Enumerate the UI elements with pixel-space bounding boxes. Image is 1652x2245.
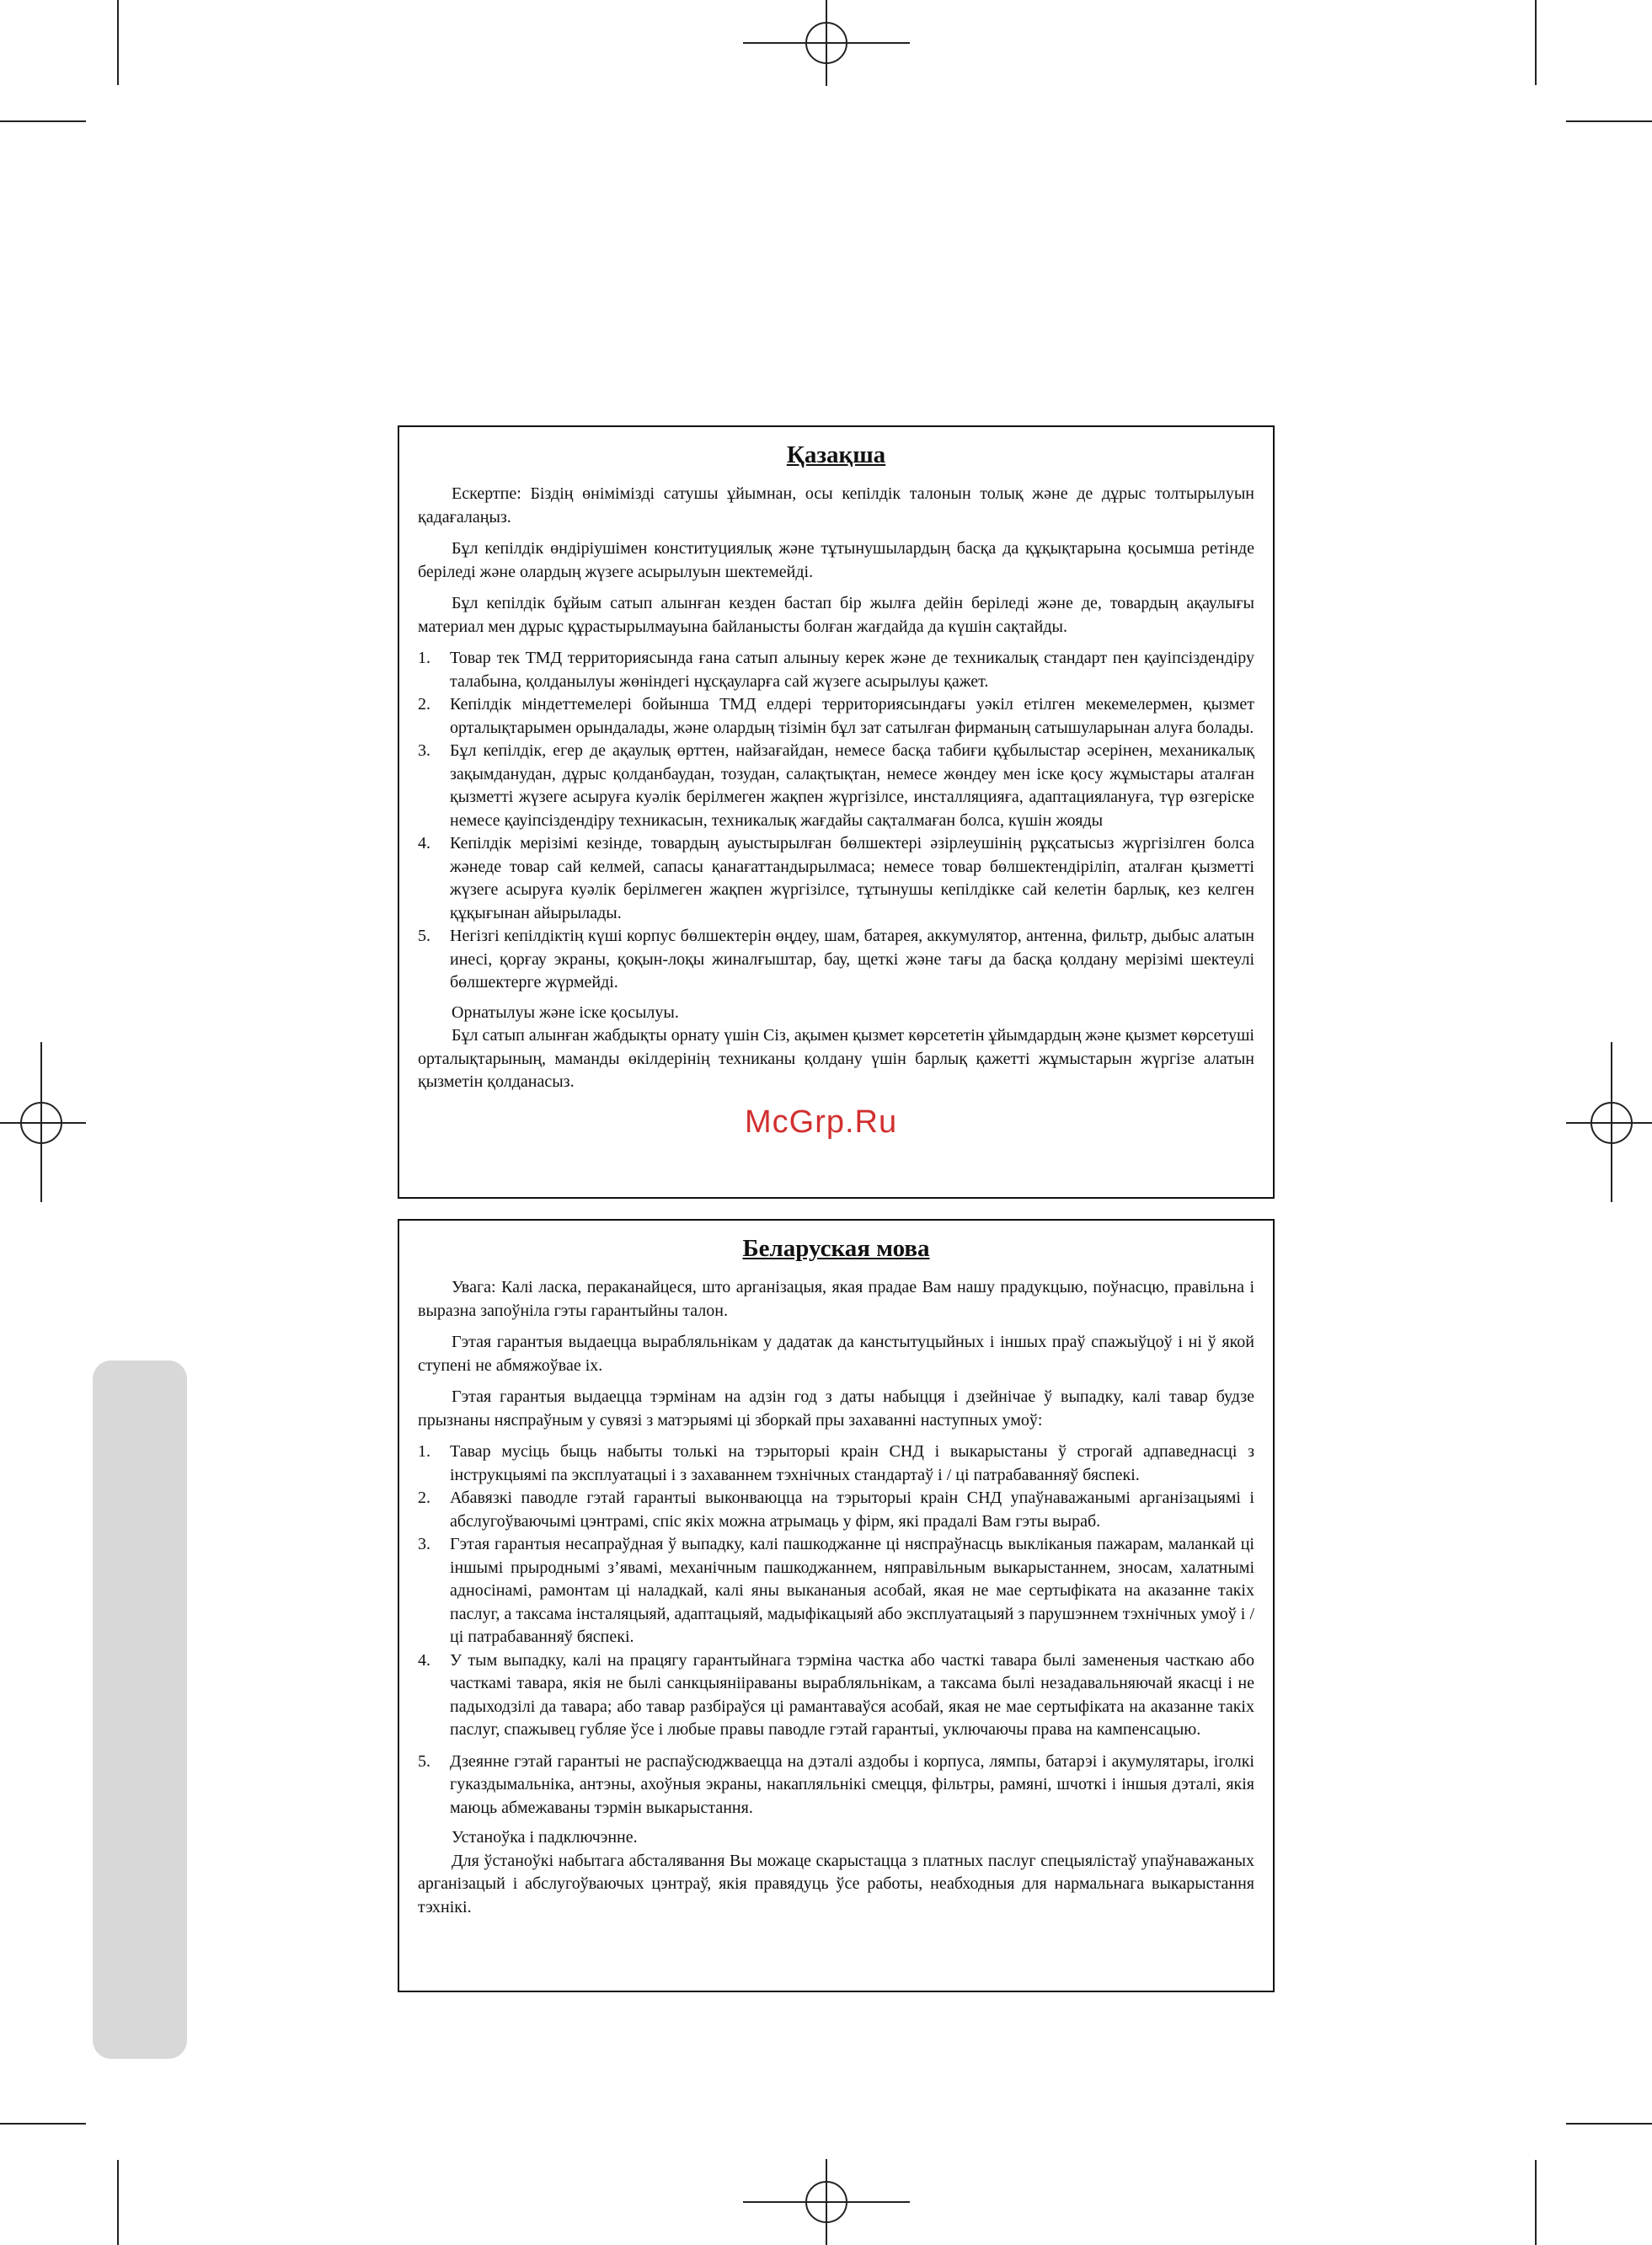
list-number: 3. [418,741,430,760]
list-number: 1. [418,1442,430,1461]
crop-mark [1535,0,1537,85]
list-text: У тым выпадку, калі на працягу гарантыйнага тэрміна частка або часткі тавара былі замененыя часткаю або часткамі тавара, якія не былі санкцыянііраваны вырабляльнікам, а таксама былі незадавальняючай якасці і не падыходзілі да тавара; або тавар разбіраўся ці рамантаваўся асобай, якая не мае сертыфіката на аказанне такіх паслуг, спажывец губляе ўсе і любые правы паводле гэтай гарантыі, уключаючы права на кампенсацыю. [450,1650,1254,1739]
list-text: Кепілдік міндеттемелері бойынша ТМД елдері территориясындағы уәкіл етілген мекемелермен, қызмет орталықтарымен орындалады, және олардың тізімін бұл зат сатылған фирманың сатышуларынан алуға болады. [450,695,1254,737]
list-item [418,647,1254,693]
section-title: Қазақша [786,441,886,468]
list-text: Негізгі кепілдіктің күші корпус бөлшектерін өңдеу, шам, батарея, аккумулятор, антенна, фильтр, дыбыс алатын инесі, қорғау экраны, қоқын-лоқы жиналғыштар, бау, щеткі және тағы да басқа қолдану мерізімі шектеулі бөлшектерге жүрмейді. [450,927,1254,992]
registration-mark-bottom [743,2159,910,2245]
list-item [418,1487,1254,1533]
registration-mark-left [0,1042,86,1202]
list-text: Бұл кепілдік, егер де ақаулық өрттен, найзағайдан, немесе басқа табиғи құбылыстар әсерінен, механикалық зақымданудан, дұрыс қолданбаудан, тозудан, салақтықтан, немесе жөндеу мен іске қосу жұмыстары аталған қызметті жүзеге асыруға куәлік берілмеген жақпен жүргізілсе, инсталляцияға, адаптациялануға, түр өзгеріске немесе қауіпсіздендіру техникасын, техникалық жағдайы сақталмаған болса, күшін жояды [450,741,1254,830]
side-tab [93,1360,187,2059]
conditions-list [418,1441,1254,1820]
crop-mark [1566,2123,1652,2125]
registration-mark-right [1566,1042,1652,1202]
crop-mark [117,2160,119,2245]
crop-mark [0,120,86,122]
list-number: 5. [418,927,430,945]
list-item [418,1649,1254,1742]
list-item [418,693,1254,740]
section-title: Беларуская мова [742,1235,930,1262]
crop-mark [0,2123,86,2125]
watermark: McGrp.Ru [745,1104,898,1140]
list-item [418,1533,1254,1649]
list-number: 4. [418,1650,430,1670]
list-item [418,1441,1254,1487]
list-text: Тавар мусіць быць набыты толькі на тэрыторыі краін СНД і выкарыстаны ў строгай адпаведнасці з інструкцыямі па эксплуатацыі і з захаваннем тэхнічных стандартаў і / ці патрабаванняў бяспекі. [450,1442,1254,1484]
crop-mark [1535,2160,1537,2245]
list-text: Абавязкі паводле гэтай гарантыі выконваюцца на тэрыторыі краін СНД упаўнаважанымі арганізацыямі і абслугоўваючымі цэнтрамі, спіс якіх можна атрымаць у фірм, які прадалі Вам гэты выраб. [450,1489,1254,1531]
list-item [418,1751,1254,1820]
list-text: Дзеянне гэтай гарантыі не распаўсюджваецца на дэталі аздобы і корпуса, лямпы, батарэі і акумулятары, іголкі гуказдымальніка, антэны, ахоўныя экраны, накапляльнікі смецця, фільтры, рамяні, шчоткі і іншыя дэталі, якія маюць абмежаваны тэрмін выкарыстання. [450,1751,1254,1817]
install-heading: Устаноўка і падключэнне. [452,1828,638,1847]
registration-mark-top [743,0,910,86]
list-text: Товар тек ТМД территориясында ғана сатып алыныу керек және де техникалық стандарт пен қауіпсіздендіру талабына, қолданылуы жөніндегі нұсқауларға сай жүзеге асырылуы қажет. [450,649,1254,691]
install-text: Бұл сатып алынған жабдықты орнату үшін Сіз, ақымен қызмет көрсететін ұйымдардың және қызмет көрсетуші орталықтарының, маманды өкілдерінің техниканы қолдану үшін барлық қажетті жұмыстарын жүргізе алатын қызметін қолданасыз. [418,1026,1254,1091]
paragraph: Гэтая гарантыя выдаецца вырабляльнікам у дадатак да канстытуцыйных і іншых праў спажыўцоў і ні ў якой ступені не абмяжоўвае іх. [418,1333,1254,1375]
list-text: Кепілдік мерізімі кезінде, товардың ауыстырылған бөлшектері әзірлеушінің рұқсатысыз жүргізілген болса жәнеде товар сай келмей, сапасы қанағаттандырылмаса; немесе товар бөлшектендіріліп, аталған қызметті жүзеге асыруға куәлік берілмеген жақпен жүргізілсе, тұтынушы кепілдікке сай келетін барлық, кез келген құқығынан айырылады. [450,834,1254,922]
belarusian-section [398,1219,1275,1992]
install-heading: Орнатылуы және іске қосылуы. [452,1002,679,1022]
list-number: 1. [418,649,430,667]
conditions-list [418,647,1254,995]
paragraph: Гэтая гарантыя выдаецца тэрмінам на адзін год з даты набыцця і дзейнічае ў выпадку, калі тавар будзе прызнаны няспраўным у сувязі з матэрыямі ці зборкай пры захаванні наступных умоў: [418,1387,1254,1430]
list-number: 4. [418,834,430,853]
install-text: Для ўстаноўкі набытага абсталявання Вы можаце скарыстацца з платных паслуг спецыялістаў упаўнаважаных арганізацый і абслугоўваючых цэнтраў, якія правядуць ўсе работы, неабходныя для нармальнага выкарыстання тэхнікі. [418,1851,1254,1916]
list-number: 2. [418,1489,430,1507]
list-number: 2. [418,695,430,714]
list-item [418,832,1254,925]
list-number: 3. [418,1535,430,1553]
paragraph: Бұл кепілдік өндіріушімен конституциялық және тұтынушылардың басқа да құқықтарына қосымша ретінде беріледі және олардың жүзеге асырылуын шектемейді. [418,539,1254,581]
list-text: Гэтая гарантыя несапраўдная ў выпадку, калі пашкоджанне ці няспраўнасць выкліканыя пажарам, маланкай ці іншымі прыроднымі з’явамі, механічным пашкоджаннем, няправільным выкарыстаннем, зносам, халатнымі адносінамі, рамонтам ці наладкай, калі яны выкананыя асобай, якая не мае сертыфіката на аказанне такіх паслуг, а таксама інсталяцыяй, адаптацыяй, мадыфікацыяй або эксплуатацыяй з парушэннем тэхнічных умоў і / ці патрабаванняў бяспекі. [450,1535,1254,1646]
kazakh-section [398,425,1275,1199]
list-item [418,740,1254,832]
crop-mark [117,0,119,85]
paragraph: Бұл кепілдік бұйым сатып алынған кезден бастап бір жылға дейін беріледі және де, товардың ақаулығы материал мен дұрыс құрастырылмауына байланысты болған жағдайда да күшін сақтайды. [418,594,1254,636]
list-item [418,925,1254,995]
paragraph: Ескертпе: Біздің өнімімізді сатушы ұйымнан, осы кепілдік талонын толық және де дұрыс толтырылуын қадағалаңыз. [418,484,1254,527]
paragraph: Увага: Калі ласка, пераканайцеся, што арганізацыя, якая прадае Вам нашу прадукцыю, поўнасцю, правільна і выразна запоўніла гэты гарантыйны талон. [418,1278,1254,1320]
crop-mark [1566,120,1652,122]
list-number: 5. [418,1751,430,1771]
